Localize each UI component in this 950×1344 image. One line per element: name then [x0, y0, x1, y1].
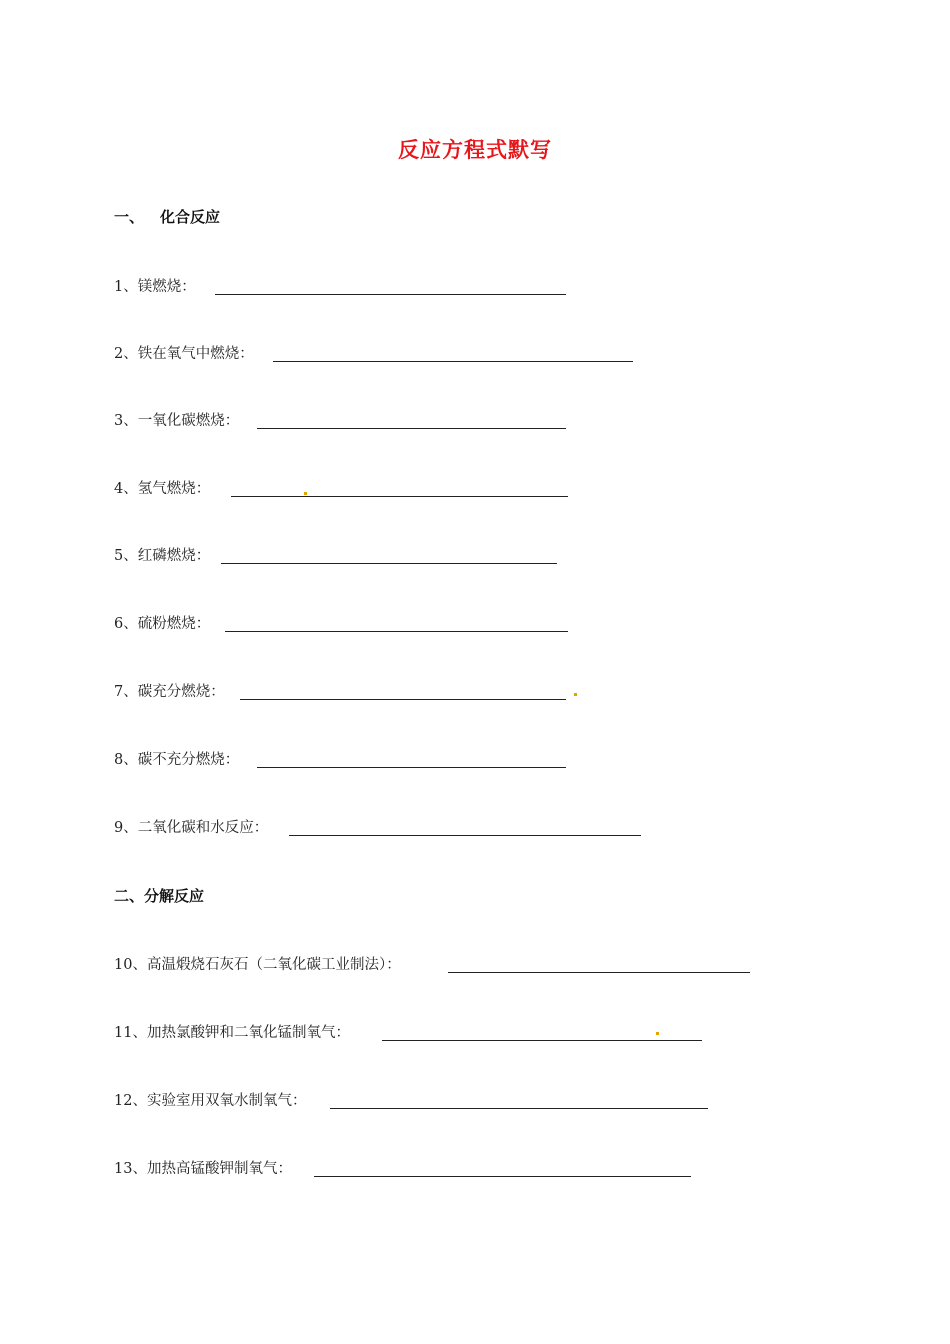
answer-blank[interactable]	[382, 1040, 702, 1041]
answer-blank[interactable]	[257, 767, 566, 768]
answer-blank[interactable]	[240, 699, 566, 700]
section-heading-decomposition	[114, 885, 204, 906]
answer-blank[interactable]	[448, 972, 750, 973]
section-number: 一、	[114, 208, 145, 226]
item-label: 5、红磷燃烧：	[114, 548, 211, 564]
answer-blank[interactable]	[215, 294, 566, 295]
item-label: 13、加热高锰酸钾制氧气：	[114, 1161, 292, 1177]
answer-blank[interactable]	[289, 835, 641, 836]
item-label: 8、碳不充分燃烧：	[114, 752, 240, 768]
section-number: 二、	[114, 887, 145, 905]
answer-blank[interactable]	[225, 631, 568, 632]
item-label: 2、铁在氧气中燃烧：	[114, 346, 254, 362]
scan-artifact-dot	[656, 1032, 659, 1035]
item-label: 11、加热氯酸钾和二氧化锰制氧气：	[114, 1025, 350, 1041]
item-label: 9、二氧化碳和水反应：	[114, 820, 269, 836]
page-title: 反应方程式默写	[398, 138, 552, 162]
scan-artifact-dot	[574, 693, 577, 696]
answer-blank[interactable]	[257, 428, 566, 429]
item-label: 12、实验室用双氧水制氧气：	[114, 1093, 307, 1109]
section-title: 分解反应	[144, 887, 205, 905]
item-label: 3、一氧化碳燃烧：	[114, 413, 240, 429]
answer-blank[interactable]	[314, 1176, 691, 1177]
item-label: 4、氢气燃烧：	[114, 481, 211, 497]
section-title: 化合反应	[160, 208, 221, 226]
scan-artifact-dot	[304, 492, 307, 495]
answer-blank[interactable]	[221, 563, 557, 564]
answer-blank[interactable]	[273, 361, 633, 362]
answer-blank[interactable]	[231, 496, 568, 497]
item-label: 7、碳充分燃烧：	[114, 684, 225, 700]
section-heading-combination	[114, 206, 220, 227]
item-label: 6、硫粉燃烧：	[114, 616, 211, 632]
item-label: 10、高温煅烧石灰石（二氧化碳工业制法）：	[114, 957, 401, 973]
item-label: 1、镁燃烧：	[114, 279, 196, 295]
answer-blank[interactable]	[330, 1108, 708, 1109]
